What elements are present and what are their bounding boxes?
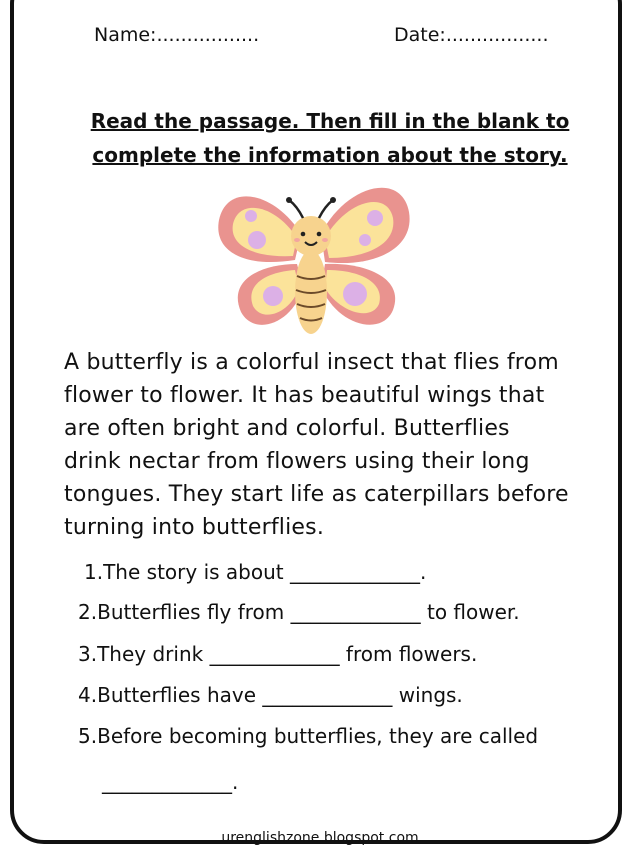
website-footer: urenglishzone.blogspot.com <box>221 830 419 846</box>
butterfly-antennae <box>286 197 336 218</box>
question-text: They drink _____________ from flowers. <box>97 642 478 666</box>
question-text: Before becoming butterflies, they are called <box>97 724 539 748</box>
worksheet-header <box>0 24 640 56</box>
question-3 <box>78 642 477 666</box>
passage-line: tongues. They start life as caterpillars before <box>64 482 569 507</box>
question-5-answer-blank: _____________. <box>102 770 239 794</box>
question-text: Butterflies have _____________ wings. <box>97 683 463 707</box>
lower-left-wing <box>238 264 303 325</box>
instruction-heading <box>60 104 600 172</box>
butterfly-head <box>291 216 331 256</box>
passage-line: drink nectar from flowers using their long <box>64 449 530 474</box>
passage-line: A butterfly is a colorful insect that flies from <box>64 350 559 375</box>
question-number: 5. <box>78 724 98 748</box>
question-number: 1. <box>84 560 104 584</box>
instruction-line-2: complete the information about the story. <box>92 143 568 167</box>
instruction-line-1: Read the passage. Then fill in the blank to <box>90 109 570 133</box>
name-field-label: Name:................. <box>94 24 260 46</box>
question-text: The story is about _____________. <box>103 560 427 584</box>
passage-line: are often bright and colorful. Butterflies <box>64 416 510 441</box>
passage-line: flower to flower. It has beautiful wings that <box>64 383 545 408</box>
date-field-label: Date:................. <box>394 24 549 46</box>
question-number: 2. <box>78 600 98 624</box>
butterfly-body <box>295 250 327 334</box>
butterfly-illustration <box>205 172 413 342</box>
reading-passage <box>64 346 604 544</box>
question-2 <box>78 600 520 624</box>
question-4 <box>78 683 463 707</box>
upper-left-wing <box>218 196 301 262</box>
lower-right-wing <box>321 264 395 325</box>
question-1 <box>84 560 426 584</box>
question-number: 3. <box>78 642 98 666</box>
passage-line: turning into butterflies. <box>64 515 325 540</box>
question-text: Butterflies fly from _____________ to flower. <box>97 600 520 624</box>
question-5 <box>78 724 538 748</box>
question-number: 4. <box>78 683 98 707</box>
